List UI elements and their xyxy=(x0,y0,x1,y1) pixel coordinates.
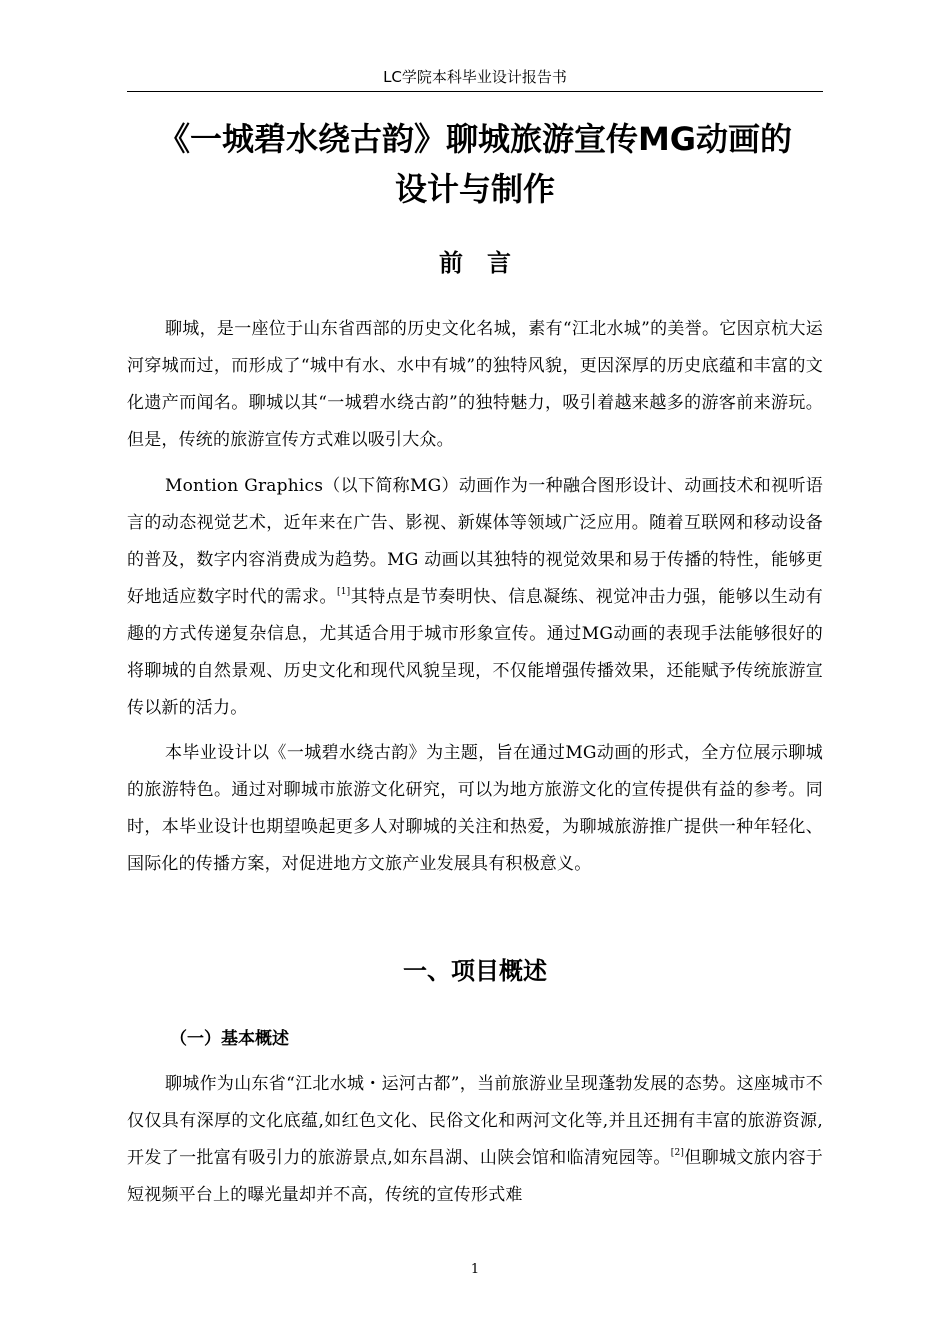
preface-paragraph-2-text-b: 其特点是节奏明快、信息凝练、视觉冲击力强，能够以生动有趣的方式传递复杂信息，尤其适合用于城市形象宣传。通过MG动画的表现手法能够很好的将聊城的自然景观、历史文化和现代风貌呈现，不仅能增强传播效果，还能赋予传统旅游宣传以新的活力。 xyxy=(127,587,823,718)
running-header: LC学院本科毕业设计报告书 xyxy=(127,66,823,92)
preface-heading: 前 言 xyxy=(439,249,511,277)
chapter-1-paragraph-1-text-b: 但聊城文旅内容于短视频平台上的曝光量却并不高，传统的宣传形式难 xyxy=(127,1148,823,1205)
citation-ref-1: [1] xyxy=(337,587,351,597)
title-line-2: 设计与制作 xyxy=(394,170,555,208)
preface-paragraph-2 xyxy=(127,468,823,727)
section-1-1-heading: （一）基本概述 xyxy=(170,1029,289,1049)
title-line-1: 《一城碧水绕古韵》聊城旅游宣传MG动画的 xyxy=(157,120,793,158)
preface-paragraph-3: 本毕业设计以《一城碧水绕古韵》为主题，旨在通过MG动画的形式，全方位展示聊城的旅游特色。通过对聊城市旅游文化研究，可以为地方旅游文化的宣传提供有益的参考。同时，本毕业设计也期望唤起更多人对聊城的关注和热爱，为聊城旅游推广提供一种年轻化、国际化的传播方案，对促进地方文旅产业发展具有积极意义。 xyxy=(127,743,823,874)
document-title xyxy=(127,114,823,214)
chapter-1-paragraph-1 xyxy=(127,1066,823,1214)
page-number: 1 xyxy=(470,1262,480,1277)
citation-ref-2: [2] xyxy=(670,1148,685,1158)
chapter-1-heading: 一、项目概述 xyxy=(403,957,547,985)
preface-paragraph-1: 聊城，是一座位于山东省西部的历史文化名城，素有“江北水城”的美誉。它因京杭大运河穿城而过，而形成了“城中有水、水中有城”的独特风貌，更因深厚的历史底蕴和丰富的文化遗产而闻名。聊城以其“一城碧水绕古韵”的独特魅力，吸引着越来越多的游客前来游玩。但是，传统的旅游宣传方式难以吸引大众。 xyxy=(127,319,823,450)
chapter-1-paragraph-1-text-a: 聊城作为山东省“江北水城・运河古都”，当前旅游业呈现蓬勃发展的态势。这座城市不仅仅具有深厚的文化底蕴,如红色文化、民俗文化和两河文化等,并且还拥有丰富的旅游资源,开发了一批富有吸引力的旅游景点,如东昌湖、山陕会馆和临清宛园等。 xyxy=(127,1074,823,1168)
preface-paragraph-2-text-a: Montion Graphics（以下简称MG）动画作为一种融合图形设计、动画技术和视听语言的动态视觉艺术，近年来在广告、影视、新媒体等领域广泛应用。随着互联网和移动设备的普及，数字内容消费成为趋势。MG 动画以其独特的视觉效果和易于传播的特性，能够更好地适应数字时代的需求。 xyxy=(127,476,823,607)
